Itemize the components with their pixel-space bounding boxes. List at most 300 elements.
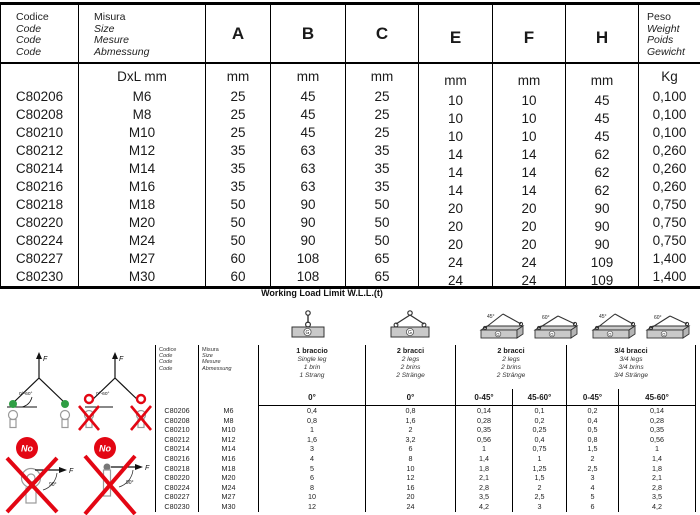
cell-value: M12 <box>221 434 236 444</box>
cell-value: 2,5 <box>534 492 545 502</box>
cell-value: 0,8 <box>307 415 317 425</box>
group-label: 1 brin <box>303 363 321 371</box>
cell-value: 0,4 <box>307 406 317 415</box>
cell-value: 45 <box>594 93 610 106</box>
no-label: No <box>99 443 111 454</box>
cell-value: C80214 <box>15 161 64 176</box>
weight-header-alt: Poids <box>647 34 674 46</box>
value-cell <box>366 406 456 416</box>
cell-value: 45 <box>594 111 610 124</box>
size-cell <box>199 454 259 464</box>
no-side-load-diagram <box>85 437 150 514</box>
cell-value: M24 <box>128 233 156 248</box>
cell-value: 2 <box>537 482 542 492</box>
cell-value: 1,5 <box>587 444 598 454</box>
value-cell <box>493 178 566 196</box>
angle-90-label: 90° <box>126 480 134 486</box>
value-cell <box>493 124 566 142</box>
angle-label: 45° <box>487 314 495 320</box>
column-label: F <box>523 27 535 47</box>
group-label: 2 bracci <box>497 346 525 355</box>
cell-value: 5 <box>310 463 314 473</box>
cell-value: 0,56 <box>477 434 491 444</box>
code-header-title: Codice <box>16 11 49 23</box>
sling-angle-wrong-diagram <box>79 352 151 430</box>
cell-value: 1 <box>537 453 542 463</box>
column-E <box>419 4 493 64</box>
value-cell <box>619 464 696 474</box>
code-cell <box>1 142 79 160</box>
value-cell <box>271 250 346 268</box>
code-cell <box>1 250 79 268</box>
value-cell <box>567 425 619 435</box>
size-header-alt: Size <box>202 353 213 360</box>
cell-value: 1,400 <box>652 269 687 284</box>
value-cell <box>493 106 566 124</box>
size-cell <box>79 142 206 160</box>
column-A <box>206 4 271 64</box>
cell-value: 1,400 <box>652 251 687 266</box>
cell-value: 63 <box>300 143 316 158</box>
value-cell <box>456 464 513 474</box>
cell-value: 0,100 <box>652 107 687 122</box>
value-cell <box>639 196 700 214</box>
value-cell <box>619 416 696 426</box>
cell-value: 4 <box>590 482 595 492</box>
code-cell <box>1 196 79 214</box>
cell-value: M6 <box>132 89 152 104</box>
value-cell <box>619 406 696 416</box>
cell-value: M24 <box>221 482 236 492</box>
value-cell <box>513 473 567 483</box>
table-row <box>1 196 700 214</box>
cell-value: M18 <box>128 197 156 212</box>
value-cell <box>366 502 456 512</box>
size-cell <box>199 464 259 474</box>
angle-range-label: 0°-60° <box>96 392 110 397</box>
cell-value: 0,14 <box>477 406 491 415</box>
size-cell <box>199 425 259 435</box>
cell-value: 10 <box>447 93 464 106</box>
cell-value: C80212 <box>15 143 64 158</box>
group-label: Single leg <box>297 355 327 363</box>
value-cell <box>513 406 567 416</box>
value-cell <box>346 142 419 160</box>
sling-angle-ok-diagram <box>7 352 70 428</box>
load-label: G <box>550 332 554 337</box>
size-header-alt: Mesure <box>202 359 221 366</box>
table-row <box>156 502 696 512</box>
value-cell <box>456 454 513 464</box>
value-cell <box>619 502 696 512</box>
cell-value: 50 <box>374 233 390 248</box>
value-cell <box>566 232 639 250</box>
size-cell <box>199 406 259 416</box>
table-row <box>1 142 700 160</box>
weight-header <box>639 4 700 64</box>
wll-code-header <box>156 345 199 406</box>
value-cell <box>271 268 346 288</box>
value-cell <box>206 124 271 142</box>
wll-group-header-row <box>156 345 696 389</box>
value-cell <box>567 483 619 493</box>
value-cell <box>513 502 567 512</box>
cell-value: 0,750 <box>652 197 687 212</box>
cell-value: 1,6 <box>307 434 317 444</box>
value-cell <box>456 435 513 445</box>
cell-value: 0,260 <box>652 143 687 158</box>
value-cell <box>566 268 639 288</box>
angle-header: 0-45° <box>456 389 513 406</box>
value-cell <box>619 444 696 454</box>
cell-value: 0,4 <box>587 415 598 425</box>
value-cell <box>566 196 639 214</box>
code-header-alt: Code <box>16 34 42 46</box>
value-cell <box>366 416 456 426</box>
cell-value: 20 <box>447 237 464 250</box>
cell-value: 2,8 <box>479 482 489 492</box>
cell-value: 16 <box>406 482 415 492</box>
size-header-alt: Abmessung <box>202 365 232 372</box>
value-cell <box>639 142 700 160</box>
unit-label: mm <box>296 68 320 84</box>
value-cell <box>346 268 419 288</box>
value-cell <box>206 160 271 178</box>
value-cell <box>567 464 619 474</box>
weight-header-title: Peso <box>647 11 671 23</box>
value-cell <box>366 454 456 464</box>
value-cell <box>271 178 346 196</box>
cell-value: M6 <box>223 405 234 415</box>
cell-value: 0,28 <box>650 415 664 425</box>
value-cell <box>419 232 493 250</box>
table-row <box>156 435 696 445</box>
wll-group-two-legs-vertical <box>366 345 456 389</box>
cell-value: 25 <box>230 89 246 104</box>
size-unit <box>79 63 206 88</box>
group-label: 2 Stränge <box>496 371 526 379</box>
code-cell <box>1 88 79 106</box>
cell-value: 6 <box>310 473 314 483</box>
no-label: No <box>21 443 33 454</box>
cell-value: 90 <box>300 215 316 230</box>
cell-value: M16 <box>128 179 156 194</box>
angle-label: 60° <box>654 315 662 321</box>
cell-value: 90 <box>594 237 610 250</box>
value-cell <box>513 483 567 493</box>
cell-value: 50 <box>374 215 390 230</box>
value-cell <box>419 88 493 106</box>
value-cell <box>639 88 700 106</box>
code-cell <box>156 435 199 445</box>
cell-value: 0,1 <box>534 406 545 415</box>
value-cell <box>259 406 366 416</box>
value-cell <box>419 268 493 288</box>
cell-value: 50 <box>230 233 246 248</box>
unit-mm <box>493 63 566 88</box>
wll-group-two-legs-angled <box>456 345 567 389</box>
value-cell <box>456 502 513 512</box>
cell-value: 24 <box>447 255 464 268</box>
sling-60-icon <box>531 310 585 342</box>
cell-value: 20 <box>521 237 537 250</box>
table-row <box>156 416 696 426</box>
value-cell <box>366 435 456 445</box>
code-cell <box>1 106 79 124</box>
code-header-alt: Code <box>16 45 42 58</box>
angle-label: 60° <box>542 315 550 321</box>
unit-mm <box>419 63 493 88</box>
cell-value: 14 <box>447 147 464 160</box>
cell-value: 20 <box>521 219 537 232</box>
cell-value: 4 <box>310 453 314 463</box>
size-cell <box>79 196 206 214</box>
cell-value: M20 <box>221 473 236 483</box>
cell-value: 0,8 <box>587 434 598 444</box>
cell-value: 14 <box>447 165 464 178</box>
table-row <box>156 444 696 454</box>
column-label: C <box>375 23 389 43</box>
cell-value: 90 <box>300 197 316 212</box>
cell-value: 0,14 <box>650 406 664 415</box>
size-header-title: Misura <box>94 11 126 23</box>
value-cell <box>346 196 419 214</box>
column-B <box>271 4 346 64</box>
value-cell <box>493 250 566 268</box>
unit-label: DxL mm <box>117 68 167 84</box>
prohibited-point <box>85 395 93 403</box>
cell-value: 0,4 <box>534 434 545 444</box>
cell-value: 14 <box>521 183 537 196</box>
value-cell <box>206 178 271 196</box>
weight-header-alt: Gewicht <box>647 45 685 58</box>
value-cell <box>366 464 456 474</box>
size-cell <box>199 473 259 483</box>
table-row <box>1 106 700 124</box>
usage-diagrams <box>1 348 153 515</box>
code-header <box>1 4 79 64</box>
cell-value: 1,8 <box>652 463 662 473</box>
cell-value: 10 <box>308 492 316 502</box>
single-leg-icon <box>286 308 330 342</box>
cell-value: M10 <box>128 125 156 140</box>
sling-45-icon <box>589 310 643 342</box>
value-cell <box>567 502 619 512</box>
arrow-right-icon <box>135 464 143 470</box>
cell-value: M14 <box>221 444 236 454</box>
cell-value: 35 <box>374 161 390 176</box>
column-label: B <box>301 23 315 43</box>
value-cell <box>271 196 346 214</box>
value-cell <box>619 454 696 464</box>
cell-value: 35 <box>230 161 246 176</box>
value-cell <box>259 492 366 502</box>
cell-value: 0,260 <box>652 179 687 194</box>
column-label: H <box>595 27 609 47</box>
cell-value: 50 <box>374 197 390 212</box>
eyebolt-sketch <box>9 411 70 428</box>
value-cell <box>567 406 619 416</box>
cell-value: 3 <box>310 444 314 454</box>
angle-header: 0° <box>366 389 456 406</box>
angle-header: 0° <box>259 389 366 406</box>
group-label: 2 bracci <box>396 346 425 355</box>
table-row <box>1 250 700 268</box>
value-cell <box>206 268 271 288</box>
weight-header-alt: Weight <box>647 22 680 35</box>
size-header-title: Misura <box>202 347 219 353</box>
size-cell <box>79 124 206 142</box>
cell-value: 1,4 <box>479 453 489 463</box>
cell-value: 24 <box>406 501 415 511</box>
cell-value: M16 <box>221 453 236 463</box>
cell-value: 2,8 <box>652 482 662 492</box>
cell-value: M27 <box>221 492 236 502</box>
value-cell <box>619 425 696 435</box>
code-cell <box>156 464 199 474</box>
load-label: G <box>305 330 310 337</box>
cell-value: C80206 <box>164 405 190 415</box>
size-cell <box>79 214 206 232</box>
value-cell <box>567 454 619 464</box>
value-cell <box>566 178 639 196</box>
value-cell <box>456 444 513 454</box>
size-cell <box>199 483 259 493</box>
value-cell <box>419 160 493 178</box>
cell-value: M10 <box>221 425 236 435</box>
value-cell <box>346 160 419 178</box>
unit-label: mm <box>444 72 467 88</box>
no-side-load-diagram <box>7 437 74 512</box>
angle-header: 45-60° <box>513 389 567 406</box>
code-cell <box>156 425 199 435</box>
size-cell <box>79 232 206 250</box>
value-cell <box>566 124 639 142</box>
cell-value: 25 <box>374 89 390 104</box>
unit-label: mm <box>226 68 250 84</box>
group-label: 1 braccio <box>296 346 328 355</box>
value-cell <box>513 454 567 464</box>
cell-value: C80218 <box>164 463 190 473</box>
cell-value: M14 <box>128 161 156 176</box>
cell-value: 65 <box>374 269 390 284</box>
value-cell <box>639 232 700 250</box>
size-header-alt: Mesure <box>94 34 130 46</box>
unit-label: mm <box>590 72 614 88</box>
cell-value: 90 <box>300 233 316 248</box>
value-cell <box>419 214 493 232</box>
cell-value: 1,5 <box>534 473 545 483</box>
cell-value: M20 <box>128 215 156 230</box>
unit-mm <box>271 63 346 88</box>
cell-value: C80210 <box>15 125 64 140</box>
table-row <box>156 454 696 464</box>
load-label: G <box>496 332 500 337</box>
group-label: 3/4 bracci <box>614 346 648 355</box>
angle-label: 45° <box>599 314 607 320</box>
size-cell <box>79 106 206 124</box>
top-units-row <box>1 63 700 88</box>
value-cell <box>493 268 566 288</box>
cell-value: 50 <box>230 215 246 230</box>
value-cell <box>567 492 619 502</box>
value-cell <box>619 435 696 445</box>
value-cell <box>366 492 456 502</box>
cell-value: C80206 <box>15 89 64 104</box>
value-cell <box>567 416 619 426</box>
size-header-alt: Abmessung <box>94 45 150 58</box>
size-cell <box>79 250 206 268</box>
cell-value: 60 <box>230 251 246 266</box>
cell-value: 0,750 <box>652 215 687 230</box>
angle-range-label: 0°-60° <box>19 392 33 397</box>
value-cell <box>419 142 493 160</box>
code-cell <box>1 178 79 196</box>
value-cell <box>567 473 619 483</box>
cell-value: 25 <box>374 107 390 122</box>
value-cell <box>346 214 419 232</box>
code-cell <box>156 473 199 483</box>
cell-value: 45 <box>300 125 316 140</box>
cell-value: C80218 <box>15 197 64 212</box>
value-cell <box>639 124 700 142</box>
cell-value: 20 <box>447 219 464 232</box>
unit-mm <box>346 63 419 88</box>
cell-value: 24 <box>447 273 464 288</box>
value-cell <box>259 435 366 445</box>
cell-value: C80216 <box>164 453 190 463</box>
value-cell <box>619 492 696 502</box>
cell-value: 10 <box>447 111 464 124</box>
cell-value: 10 <box>521 129 537 142</box>
value-cell <box>366 483 456 493</box>
code-cell <box>156 454 199 464</box>
size-cell <box>199 502 259 512</box>
cell-value: 108 <box>296 251 320 266</box>
cell-value: C80224 <box>164 482 190 492</box>
cell-value: 0,35 <box>477 425 491 435</box>
table-row <box>1 178 700 196</box>
value-cell <box>513 416 567 426</box>
force-label: F <box>43 356 48 363</box>
code-cell <box>156 502 199 512</box>
value-cell <box>271 232 346 250</box>
cell-value: 8 <box>408 453 413 463</box>
value-cell <box>366 425 456 435</box>
cell-value: 1,4 <box>652 453 662 463</box>
cell-value: 65 <box>374 251 390 266</box>
cell-value: 2,1 <box>652 473 662 483</box>
code-cell <box>1 214 79 232</box>
size-cell <box>79 160 206 178</box>
value-cell <box>493 88 566 106</box>
cell-value: 2 <box>408 425 413 435</box>
group-label: 2 brins <box>501 363 521 371</box>
cell-value: 25 <box>230 125 246 140</box>
group-label: 2 legs <box>401 355 420 363</box>
unit-mm <box>566 63 639 88</box>
code-cell <box>1 232 79 250</box>
wll-group-single-leg <box>259 345 366 389</box>
load-label: G <box>662 332 666 337</box>
cell-value: 6 <box>408 444 413 454</box>
cell-value: 0,260 <box>652 161 687 176</box>
cell-value: 20 <box>447 201 464 214</box>
cell-value: 10 <box>406 463 415 473</box>
cell-value: 62 <box>594 147 610 160</box>
wll-table <box>155 345 696 512</box>
value-cell <box>639 250 700 268</box>
